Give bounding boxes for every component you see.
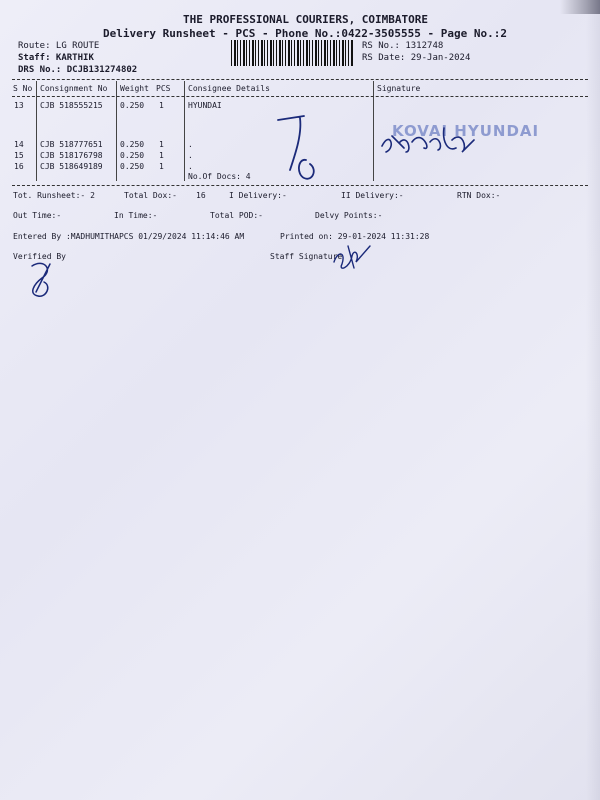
out-time: Out Time:- bbox=[13, 211, 62, 220]
paper-edge-shadow bbox=[586, 0, 600, 800]
staff-signature-label: Staff Signature bbox=[270, 252, 343, 261]
delvy-points: Delvy Points:- bbox=[315, 211, 383, 220]
total-pod: Total POD:- bbox=[210, 211, 263, 220]
signature-mark bbox=[378, 118, 488, 163]
row-sno: 14 bbox=[14, 140, 24, 149]
no-of-docs: No.Of Docs: 4 bbox=[188, 172, 251, 181]
header-divider bbox=[12, 96, 588, 97]
col-header-sno: S No bbox=[13, 84, 33, 93]
staff-label: Staff: KARTHIK bbox=[18, 53, 94, 63]
rtn-dox: RTN Dox:- bbox=[457, 191, 501, 200]
row-weight: 0.250 bbox=[120, 151, 145, 160]
company-title: THE PROFESSIONAL COURIERS, COIMBATORE bbox=[183, 13, 429, 26]
col-header-consignee: Consignee Details bbox=[188, 84, 270, 93]
row-pcs: 1 bbox=[159, 151, 164, 160]
row-consignee: . bbox=[188, 140, 193, 149]
row-consignment: CJB 518649189 bbox=[40, 162, 103, 171]
route-label: Route: LG ROUTE bbox=[18, 41, 100, 51]
paper-corner-shadow bbox=[560, 0, 600, 14]
row-pcs: 1 bbox=[159, 140, 164, 149]
row-consignment: CJB 518176798 bbox=[40, 151, 103, 160]
total-dox-value: 16 bbox=[196, 191, 206, 200]
barcode bbox=[231, 40, 353, 66]
verified-signature bbox=[24, 256, 64, 301]
col-header-consignment: Consignment No bbox=[40, 84, 108, 93]
hyundai-stamp: KOVAI HYUNDAI bbox=[392, 122, 540, 140]
table-top-divider bbox=[12, 79, 588, 80]
verified-by-label: Verified By bbox=[13, 252, 66, 261]
tot-runsheet: Tot. Runsheet:- 2 bbox=[13, 191, 95, 200]
col-header-weight: Weight bbox=[120, 84, 149, 93]
row-weight: 0.250 bbox=[120, 140, 145, 149]
row-consignment: CJB 518555215 bbox=[40, 101, 103, 110]
staff-signature bbox=[330, 242, 375, 272]
runsheet-subtitle: Delivery Runsheet - PCS - Phone No.:0422-3505555 - Page No.:2 bbox=[103, 27, 507, 40]
row-consignee: HYUNDAI bbox=[188, 101, 222, 110]
col-header-pcs: PCS bbox=[156, 84, 171, 93]
ii-delivery: II Delivery:- bbox=[341, 191, 404, 200]
row-weight: 0.250 bbox=[120, 162, 145, 171]
rs-number: RS No.: 1312748 bbox=[362, 41, 444, 51]
entered-by: Entered By :MADHUMITHAPCS 01/29/2024 11:14:46 AM bbox=[13, 232, 245, 241]
drs-number: DRS No.: DCJB131274802 bbox=[18, 65, 138, 75]
rs-date: RS Date: 29-Jan-2024 bbox=[362, 53, 471, 63]
in-time: In Time:- bbox=[114, 211, 158, 220]
row-pcs: 1 bbox=[159, 162, 164, 171]
handwritten-mark bbox=[270, 112, 330, 187]
row-consignee: . bbox=[188, 151, 193, 160]
row-sno: 13 bbox=[14, 101, 24, 110]
table-bottom-divider bbox=[12, 185, 588, 186]
printed-on: Printed on: 29-01-2024 11:31:28 bbox=[280, 232, 430, 241]
col-header-signature: Signature bbox=[377, 84, 421, 93]
row-consignment: CJB 518777651 bbox=[40, 140, 103, 149]
total-dox-label: Total Dox:- bbox=[124, 191, 177, 200]
i-delivery: I Delivery:- bbox=[229, 191, 287, 200]
row-weight: 0.250 bbox=[120, 101, 145, 110]
row-sno: 15 bbox=[14, 151, 24, 160]
row-pcs: 1 bbox=[159, 101, 164, 110]
row-consignee: . bbox=[188, 162, 193, 171]
row-sno: 16 bbox=[14, 162, 24, 171]
